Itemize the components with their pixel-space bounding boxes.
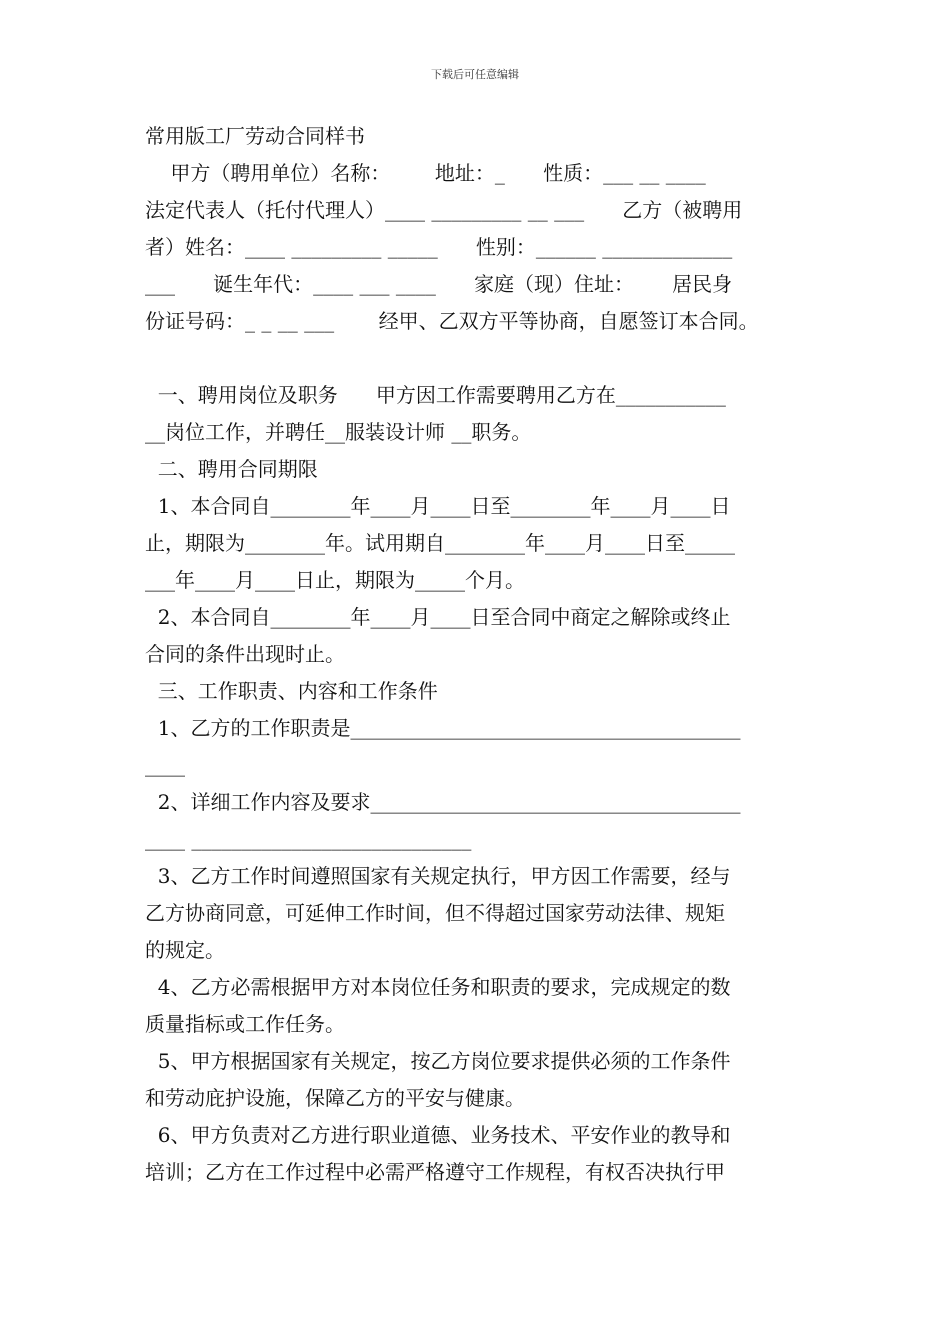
paragraph-line: ___ 诞生年代：____ ___ ____ 家庭（现）住址： 居民身 (145, 272, 733, 296)
paragraph-line: 2、详细工作内容及要求_____________________________________ (145, 790, 741, 814)
paragraph-line: 6、甲方负责对乙方进行职业道德、业务技术、平安作业的教导和 (145, 1123, 731, 1147)
paragraph-line: 5、甲方根据国家有关规定，按乙方岗位要求提供必须的工作条件 (145, 1049, 731, 1073)
document-title: 常用版工厂劳动合同样书 (145, 124, 365, 148)
paragraph-line: 1、乙方的工作职责是_______________________________________ (145, 716, 741, 740)
paragraph-line: 一、聘用岗位及职务 甲方因工作需要聘用乙方在___________ (145, 383, 726, 407)
paragraph-line: 2、本合同自________年____月____日至合同中商定之解除或终止 (145, 605, 731, 629)
section-heading: 三、工作职责、内容和工作条件 (145, 679, 438, 703)
paragraph-line: 份证号码：_ _ __ ___ 经甲、乙双方平等协商，自愿签订本合同。 (145, 309, 759, 333)
paragraph-line: 者）姓名：____ _________ _____ 性别：______ _____________ (145, 235, 733, 259)
paragraph-line: 和劳动庇护设施，保障乙方的平安与健康。 (145, 1086, 525, 1110)
paragraph-line: 3、乙方工作时间遵照国家有关规定执行，甲方因工作需要，经与 (145, 864, 731, 888)
paragraph-line: ___年____月____日止，期限为_____个月。 (145, 568, 525, 592)
paragraph-line: 培训；乙方在工作过程中必需严格遵守工作规程，有权否决执行甲 (145, 1160, 725, 1184)
paragraph-line: 乙方协商同意，可延伸工作时间，但不得超过国家劳动法律、规矩 (145, 901, 725, 925)
paragraph-line: 质量指标或工作任务。 (145, 1012, 345, 1036)
paragraph-line: 1、本合同自________年____月____日至________年____月____日 (145, 494, 731, 518)
paragraph-line: __岗位工作，并聘任__服装设计师 __职务。 (145, 420, 532, 444)
page-header-note: 下载后可任意编辑 (431, 68, 519, 81)
paragraph-line: 4、乙方必需根据甲方对本岗位任务和职责的要求，完成规定的数 (145, 975, 731, 999)
paragraph-line: 止，期限为________年。试用期自________年____月____日至_____ (145, 531, 735, 555)
paragraph-line: ____ (145, 753, 185, 777)
section-heading: 二、聘用合同期限 (145, 457, 318, 481)
paragraph-line: 法定代表人（托付代理人）____ _________ __ ___ 乙方（被聘用 (145, 198, 743, 222)
paragraph-line: ____ ____________________________ (145, 827, 472, 851)
paragraph-line (145, 344, 810, 372)
paragraph-line: 合同的条件出现时止。 (145, 642, 345, 666)
paragraph-line: 的规定。 (145, 938, 225, 962)
paragraph-line: 甲方（聘用单位）名称： 地址：_ 性质：___ __ ____ (145, 161, 706, 185)
